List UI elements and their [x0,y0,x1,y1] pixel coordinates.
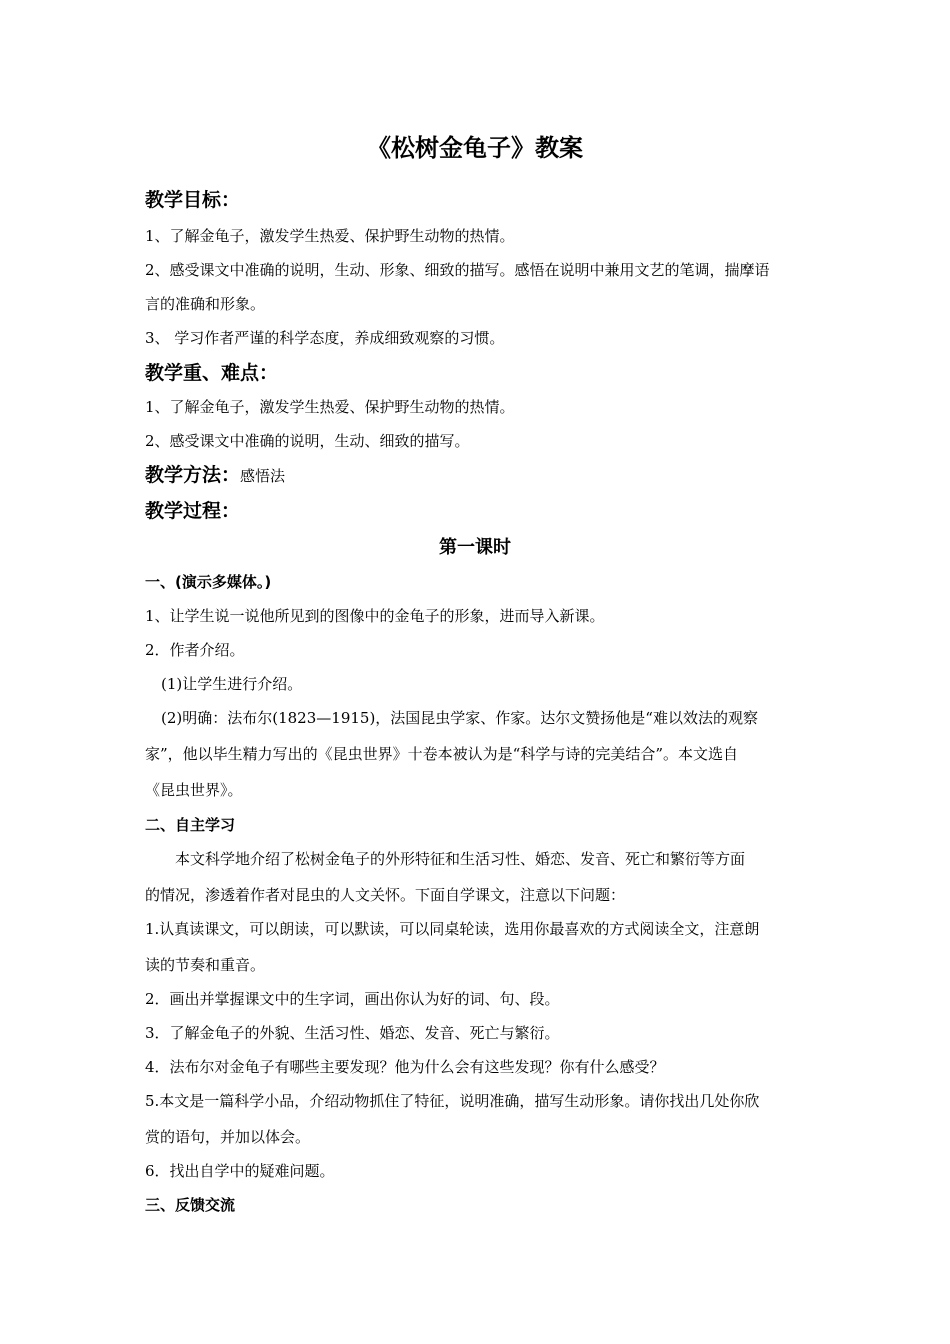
objective-line: 3、 学习作者严谨的科学态度，养成细致观察的习惯。 [145,329,505,347]
section-line: 家”，他以毕生精力写出的《昆虫世界》十卷本被认为是“科学与诗的完美结合”。本文选自 [145,745,739,763]
section-line: 赏的语句，并加以体会。 [145,1128,311,1146]
section-heading: 二、自主学习 [145,816,236,834]
method-value: 感悟法 [240,467,286,485]
section-line: (1)让学生进行介绍。 [161,675,303,693]
section-line: 的情况，渗透着作者对昆虫的人文关怀。下面自学课文，注意以下问题： [145,886,626,904]
section-heading: 三、反馈交流 [145,1196,236,1214]
section-line: 4．法布尔对金龟子有哪些主要发现？他为什么会有这些发现？你有什么感受？ [145,1058,665,1076]
document-title: 《松树金龟子》教案 [367,134,583,162]
objective-line: 2、感受课文中准确的说明，生动、形象、细致的描写。感悟在说明中兼用文艺的笔调，揣摩语 [145,261,770,279]
section-line: 《昆虫世界》。 [145,781,243,799]
process-heading: 教学过程： [145,500,241,522]
section-line: 本文科学地介绍了松树金龟子的外形特征和生活习性、婚恋、发音、死亡和繁衍等方面 [175,850,746,868]
section-line: 2．作者介绍。 [145,641,245,659]
section-line: 6．找出自学中的疑难问题。 [145,1162,335,1180]
objective-line: 言的准确和形象。 [145,295,266,313]
key-point-line: 1、了解金龟子，激发学生热爱、保护野生动物的热情。 [145,398,515,416]
section-line: 1、让学生说一说他所见到的图像中的金龟子的形象，进而导入新课。 [145,607,605,625]
section-line: 1.认真读课文，可以朗读，可以默读，可以同桌轮读，选用你最喜欢的方式阅读全文，注意朗 [145,920,760,938]
key-point-line: 2、感受课文中准确的说明，生动、细致的描写。 [145,432,470,450]
section-line: 5.本文是一篇科学小品，介绍动物抓住了特征，说明准确，描写生动形象。请你找出几处你欣 [145,1092,760,1110]
objective-line: 1、了解金龟子，激发学生热爱、保护野生动物的热情。 [145,227,515,245]
section-line: 3．了解金龟子的外貌、生活习性、婚恋、发音、死亡与繁衍。 [145,1024,560,1042]
lesson-title: 第一课时 [439,537,511,558]
section-line: (2)明确：法布尔(1823—1915)，法国昆虫学家、作家。达尔文赞扬他是“难以效法的观察 [161,709,758,727]
method-heading [145,462,285,489]
method-label: 教学方法： [145,464,241,486]
objectives-heading: 教学目标： [145,189,241,211]
key-points-heading: 教学重、难点： [145,362,279,384]
section-heading: 一、(演示多媒体。) [145,573,272,591]
section-line: 读的节奏和重音。 [145,956,266,974]
section-line: 2．画出并掌握课文中的生字词，画出你认为好的词、句、段。 [145,990,560,1008]
